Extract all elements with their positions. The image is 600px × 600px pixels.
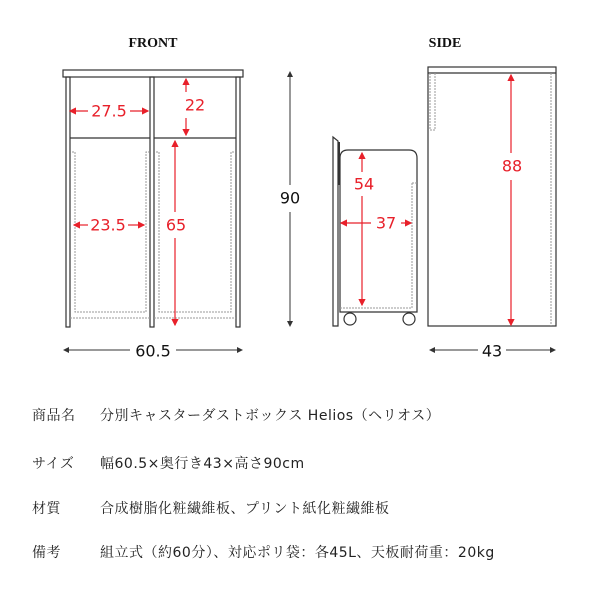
- drawer-height-label: 22: [184, 95, 206, 115]
- total-height-label: 90: [279, 188, 301, 208]
- side-cabinet: [428, 67, 556, 326]
- spec-label: サイズ: [32, 456, 75, 472]
- front-dimension-arrows: [70, 79, 186, 325]
- bin-height-label: 65: [165, 215, 187, 235]
- side-dimension-arrows: [341, 75, 511, 325]
- spec-value: 幅60.5×奥行き43×高さ90cm: [100, 456, 305, 472]
- side-title: SIDE: [428, 36, 462, 51]
- spec-value: 合成樹脂化粧繊維板、プリント紙化粧繊維板: [100, 501, 390, 517]
- drawer-width-label: 27.5: [91, 101, 127, 121]
- front-cabinet: [63, 70, 243, 327]
- overall-dimension-arrows: [64, 72, 555, 350]
- total-depth-label: 43: [481, 341, 503, 361]
- inner-height-label: 88: [501, 156, 523, 176]
- spec-value: 分別キャスターダストボックス Helios（ヘリオス）: [100, 408, 441, 424]
- spec-label: 備考: [32, 545, 61, 561]
- side-bin-depth-label: 37: [375, 213, 397, 233]
- front-title: FRONT: [128, 36, 178, 51]
- total-width-label: 60.5: [135, 341, 171, 361]
- side-bin-height-label: 54: [353, 174, 375, 194]
- bin-width-label: 23.5: [90, 215, 126, 235]
- spec-label: 材質: [32, 501, 61, 517]
- spec-row-size: [32, 453, 305, 473]
- spec-value: 組立式（約60分）、対応ポリ袋：各45L、天板耐荷重：20kg: [100, 545, 495, 561]
- spec-row-material: [32, 498, 390, 518]
- spec-label: 商品名: [32, 408, 76, 424]
- spec-row-product-name: [32, 405, 441, 425]
- spec-row-notes: [32, 542, 495, 562]
